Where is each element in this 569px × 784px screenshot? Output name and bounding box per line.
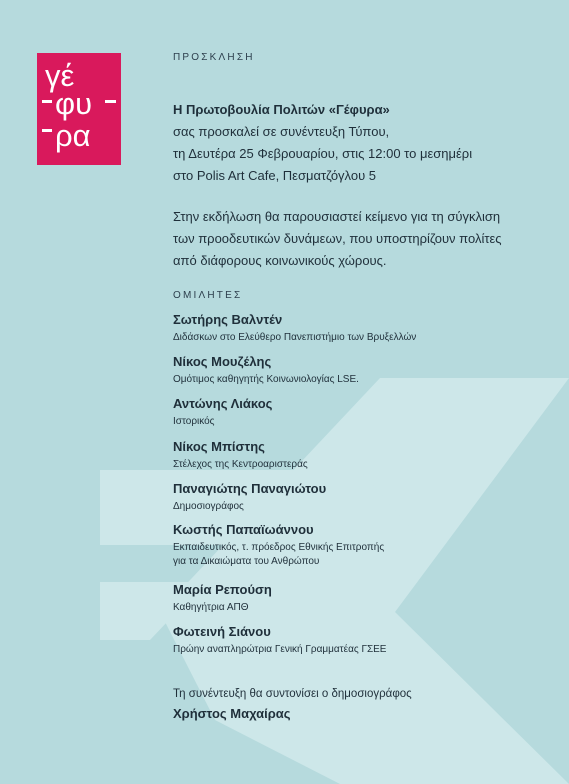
speaker-role: για τα Δικαιώματα του Ανθρώπου [173, 556, 320, 567]
speaker-role: Στέλεχος της Κεντροαριστεράς [173, 459, 308, 470]
speaker-role: Ιστορικός [173, 416, 215, 427]
logo-line-2: φυ [55, 86, 93, 121]
intro-line: στο Polis Art Cafe, Πεσματζόγλου 5 [173, 168, 377, 183]
intro-line: τη Δευτέρα 25 Φεβρουαρίου, στις 12:00 το μεσημέρι [173, 146, 473, 161]
initiative-title: Η Πρωτοβουλία Πολιτών «Γέφυρα» [173, 102, 390, 117]
speaker-entry [173, 439, 308, 472]
speaker-entry [173, 396, 272, 429]
moderator-block [173, 686, 412, 722]
speaker-entry [173, 481, 326, 514]
logo-line-1: γέ [45, 58, 75, 93]
moderator-text: Τη συνέντευξη θα συντονίσει ο δημοσιογράφος [173, 688, 412, 700]
speaker-entry [173, 624, 386, 657]
speaker-name: Παναγιώτης Παναγιώτου [173, 481, 327, 496]
speaker-name: Αντώνης Λιάκος [173, 396, 273, 411]
gefyra-logo [37, 53, 121, 165]
speaker-role: Πρώην αναπληρώτρια Γενική Γραμματέας ΓΣΕΕ [173, 644, 387, 655]
description-line: των προοδευτικών δυνάμεων, που υποστηρίζουν πολίτες [173, 231, 502, 246]
speaker-entry [173, 312, 416, 345]
speaker-name: Κωστής Παπαϊωάννου [173, 522, 314, 537]
invitation-label: ΠΡΟΣΚΛΗΣΗ [173, 52, 255, 63]
moderator-name: Χρήστος Μαχαίρας [173, 706, 291, 721]
invitation-intro [173, 99, 472, 187]
description-line: από διάφορους κοινωνικούς χώρους. [173, 253, 387, 268]
speaker-entry [173, 522, 384, 569]
speaker-role: Ομότιμος καθηγητής Κοινωνιολογίας LSE. [173, 374, 359, 385]
speaker-name: Φωτεινή Σιάνου [173, 624, 271, 639]
speaker-role: Δημοσιογράφος [173, 501, 244, 512]
speaker-role: Καθηγήτρια ΑΠΘ [173, 602, 249, 613]
speaker-role: Εκπαιδευτικός, τ. πρόεδρος Εθνικής Επιτροπής [173, 542, 385, 553]
speaker-name: Σωτήρης Βαλντέν [173, 312, 283, 327]
event-description [173, 206, 553, 272]
logo-line-3: ρα [55, 118, 91, 153]
speaker-role: Διδάσκων στο Ελεύθερο Πανεπιστήμιο των Βρυξελλών [173, 332, 417, 343]
speaker-name: Νίκος Μπίστης [173, 439, 265, 454]
intro-line: σας προσκαλεί σε συνέντευξη Τύπου, [173, 124, 390, 139]
speaker-name: Μαρία Ρεπούση [173, 582, 272, 597]
speaker-name: Νίκος Μουζέλης [173, 354, 272, 369]
speaker-entry [173, 582, 272, 615]
speaker-entry [173, 354, 359, 387]
description-line: Στην εκδήλωση θα παρουσιαστεί κείμενο για τη σύγκλιση [173, 209, 501, 224]
speakers-label: ΟΜΙΛΗΤΕΣ [173, 290, 243, 301]
